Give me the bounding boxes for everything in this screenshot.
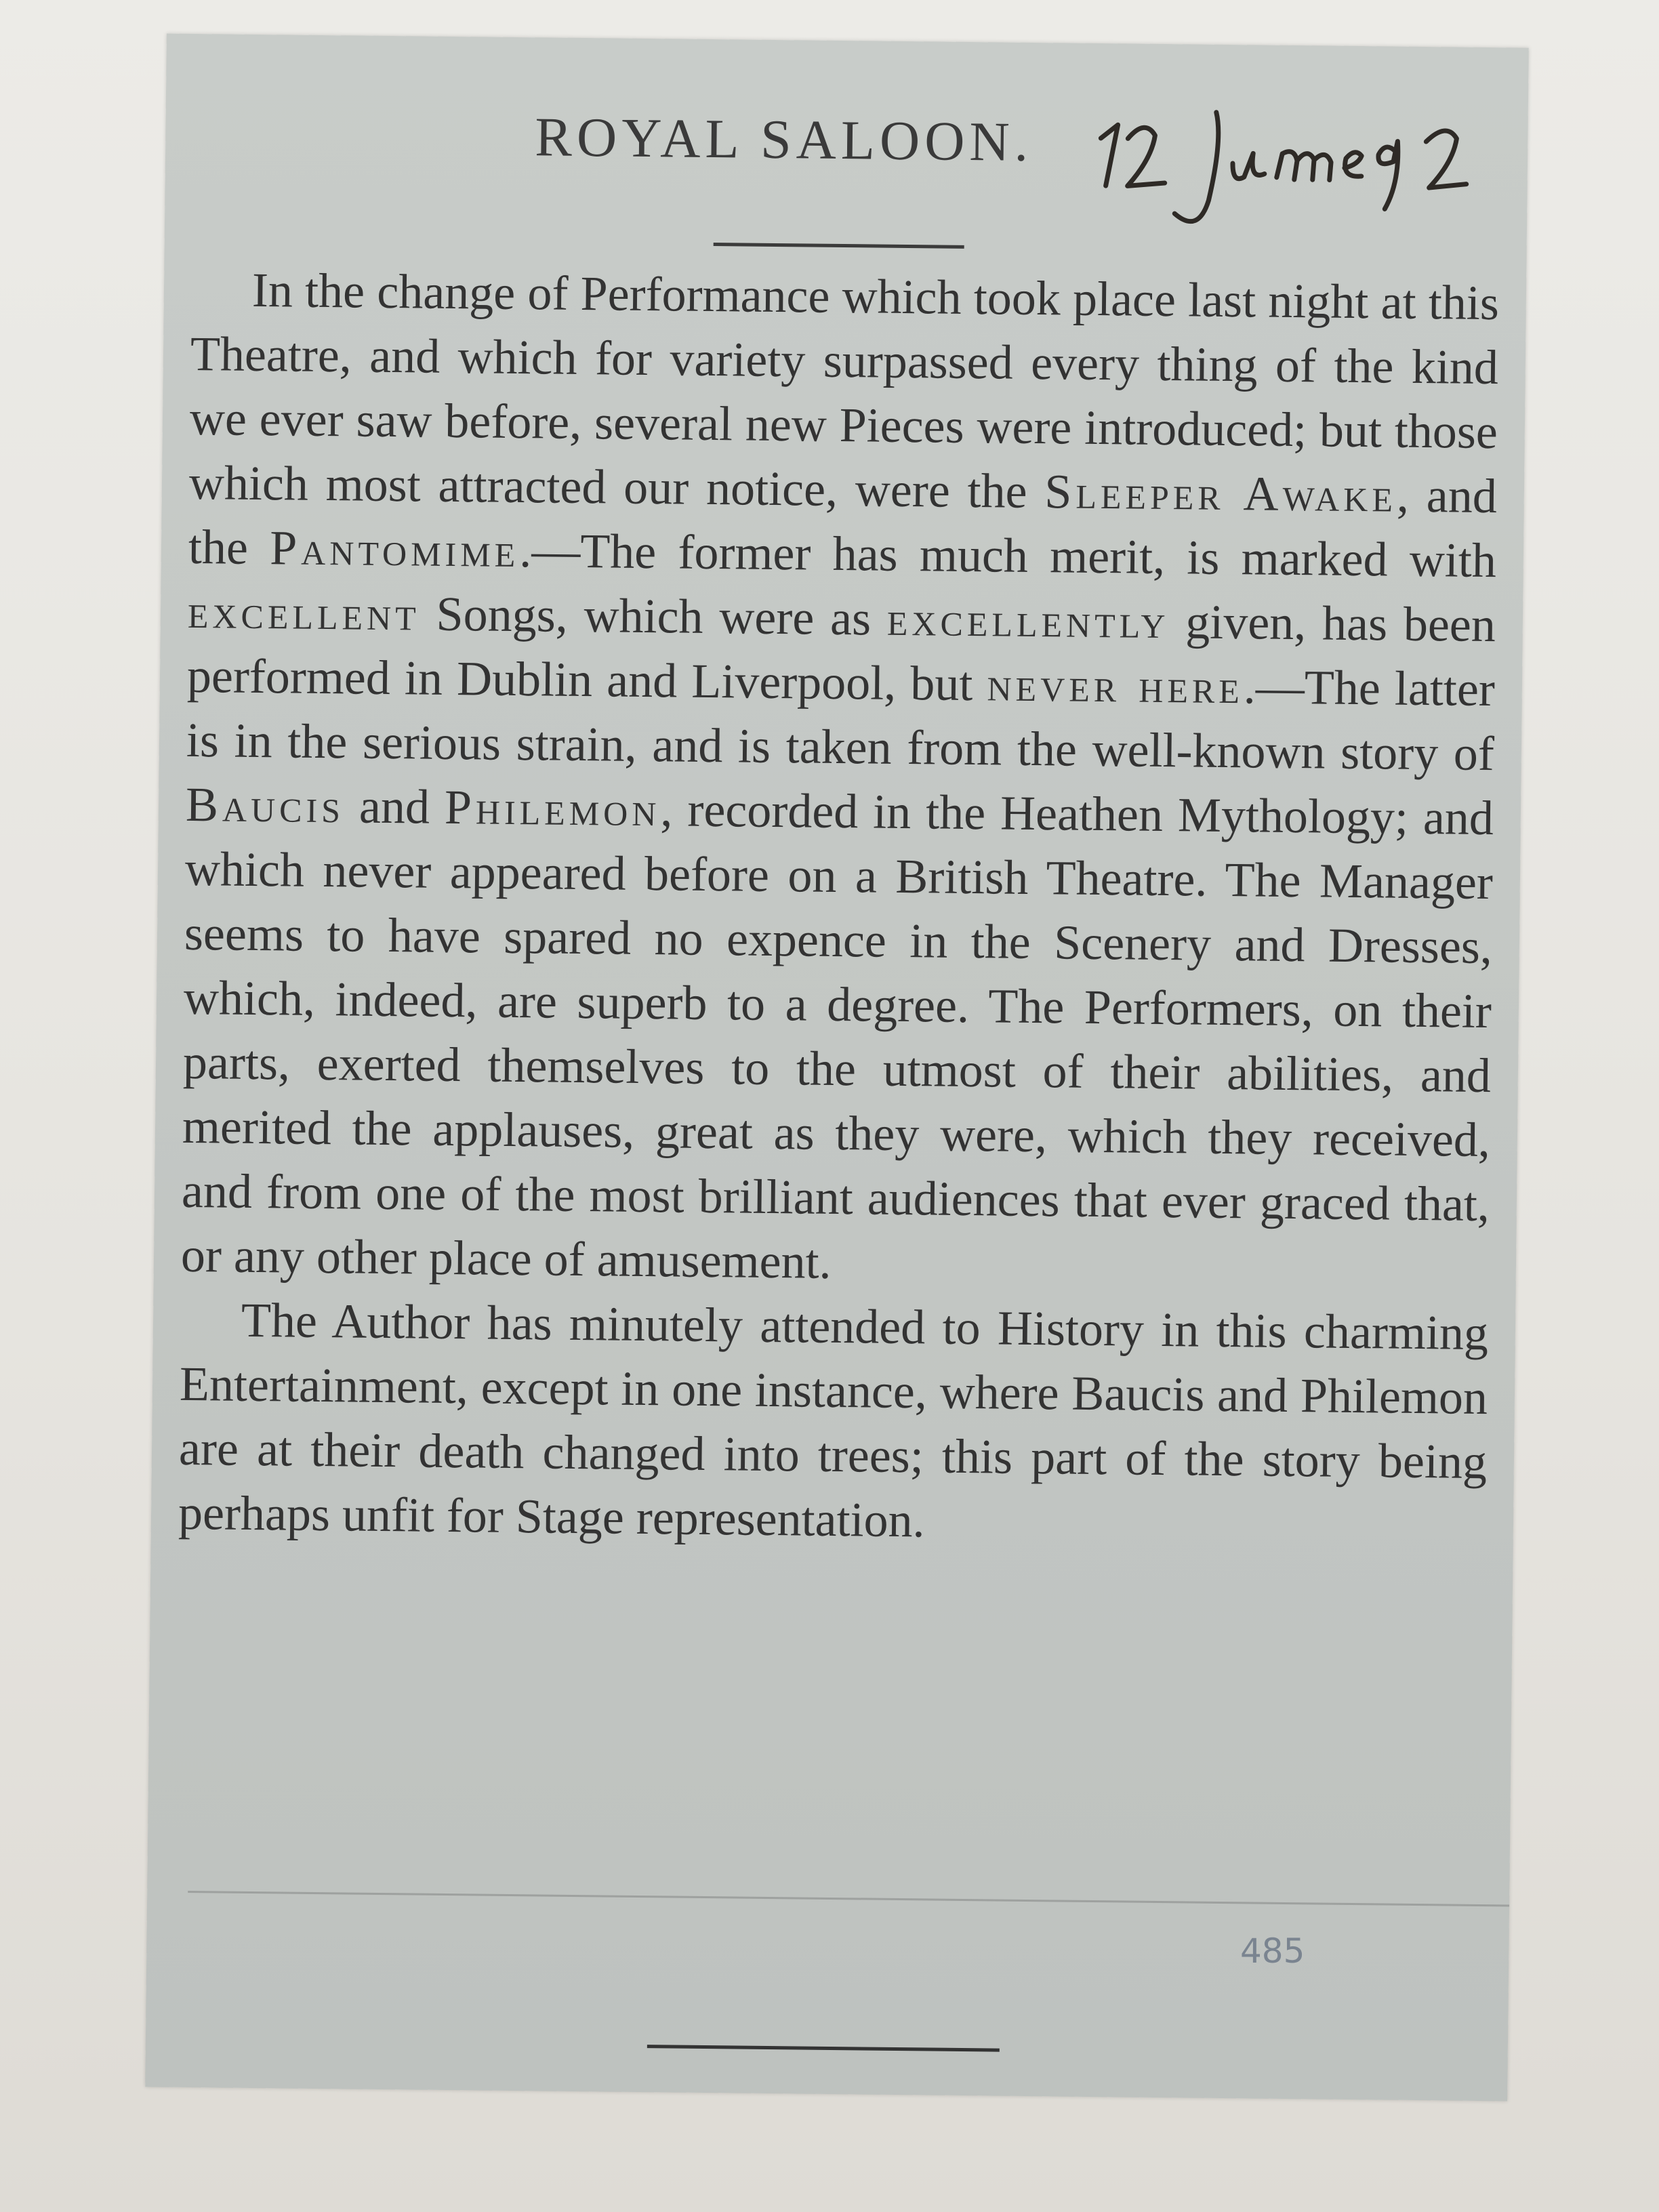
- small-caps-run: excellent: [187, 583, 421, 641]
- title-rule: [714, 243, 964, 249]
- text-run: , and the: [188, 468, 1498, 575]
- paragraph-1: [181, 258, 1500, 1301]
- small-caps-run: never here: [987, 657, 1244, 714]
- text-run: .—The latter is in the serious strain, and is taken from the well-known story of: [186, 659, 1496, 781]
- small-caps-run: Pantomime: [269, 520, 520, 578]
- small-caps-run: Sleeper Awake: [1044, 464, 1397, 523]
- text-run: and: [344, 779, 445, 834]
- text-run: .—The former has much merit, is marked with: [518, 523, 1497, 588]
- text-run: The Author has minutely attended to History in this charming Entertainment, except in one instance, where Baucis and Philemon are at their death changed into trees; this part of the story being perhaps unfit for Stage representation.: [178, 1292, 1489, 1548]
- text-run: Songs, which were as: [419, 586, 888, 646]
- header: [165, 81, 1528, 231]
- small-caps-run: Baucis: [185, 777, 345, 834]
- text-run: given, has been performed in Dublin and Liverpool, but: [186, 594, 1496, 712]
- paragraph-divider: [188, 1891, 1516, 1907]
- archive-number: 485: [1240, 1931, 1305, 1971]
- small-caps-run: Philemon: [444, 779, 661, 837]
- handwritten-date-drawing: [1086, 98, 1508, 237]
- text-run: In the change of Performance which took place last night at this Theatre, and which for variety surpassed every thing of the kind we ever saw before, several new Pieces were introduced; but those which most attracted our notice, were the: [188, 262, 1500, 519]
- article-title: ROYAL SALOON.: [534, 106, 1033, 173]
- bottom-rule: [647, 2045, 1000, 2051]
- newspaper-clipping: [145, 34, 1529, 2102]
- handwritten-date: [1086, 98, 1508, 237]
- small-caps-run: excellently: [886, 591, 1170, 649]
- article-body: [178, 258, 1500, 1559]
- paragraph-2: [178, 1288, 1489, 1559]
- text-run: , recorded in the Heathen Mythology; and which never appeared before on a British Theatre. The Manager seems to have spared no expence in the Scenery and Dresses, which, indeed, are superb to a degree. The Performers, on their parts, exerted themselves to the utmost of their abilities, and merited the applauses, great as they were, which they received, and from one of the most brilliant audiences that ever graced that, or any other place of amusement.: [180, 782, 1494, 1289]
